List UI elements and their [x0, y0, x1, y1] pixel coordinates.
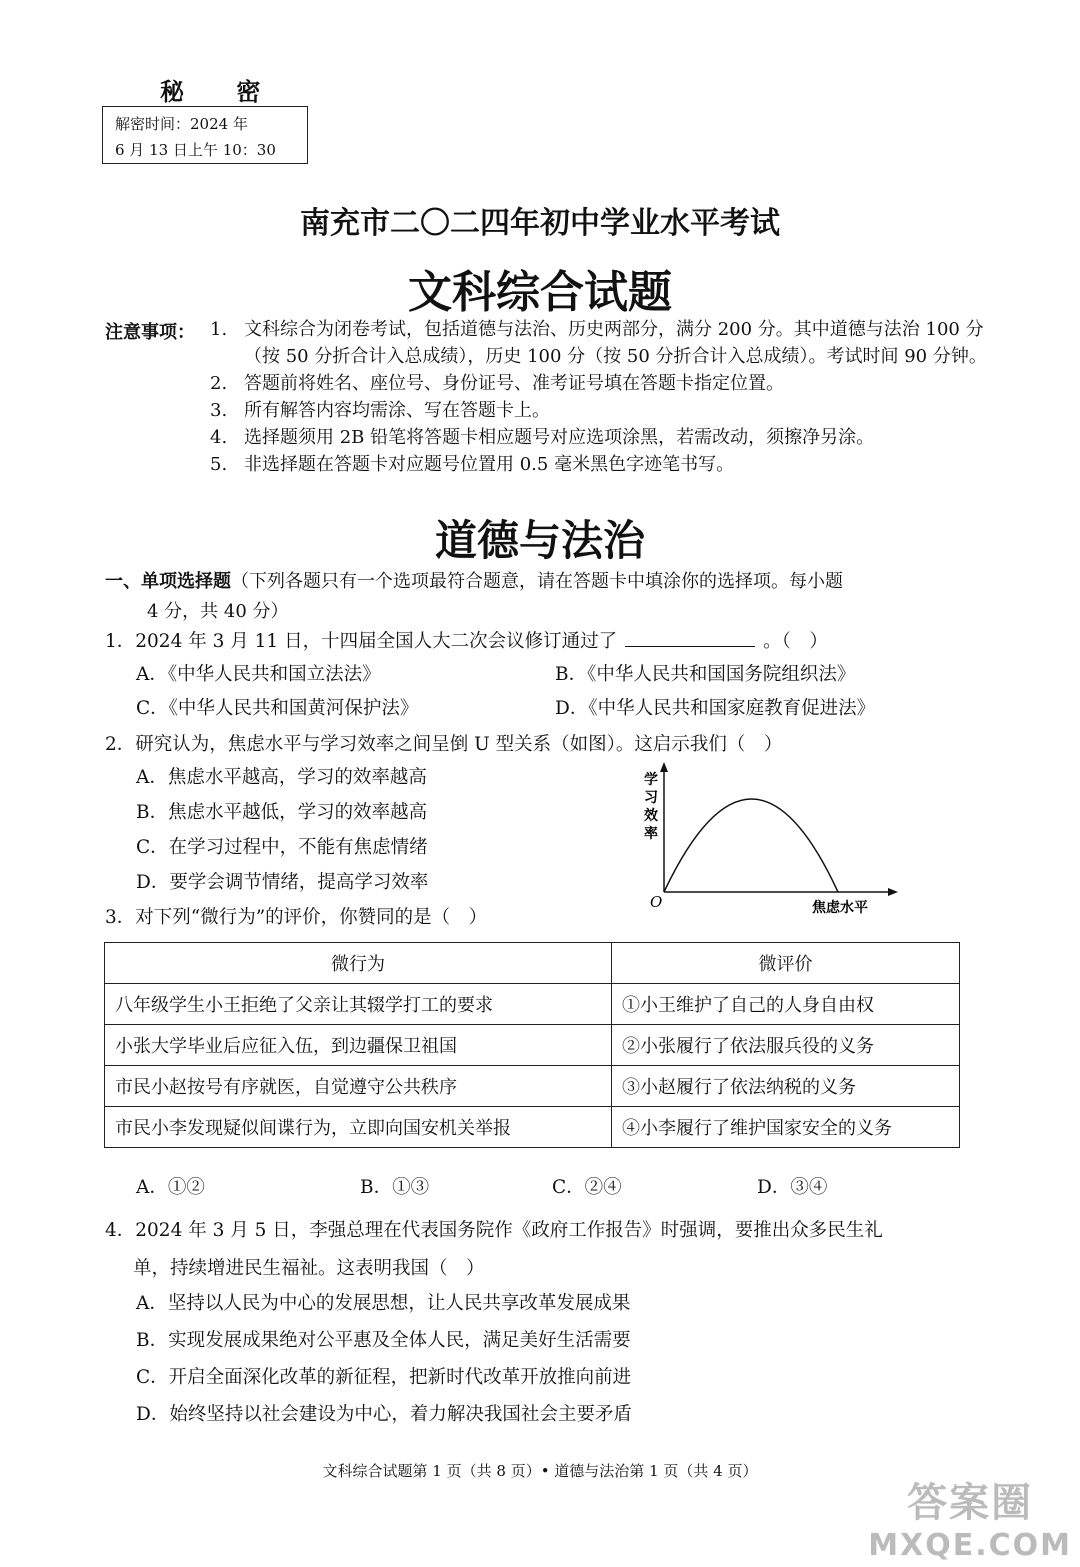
declassification-box: [102, 106, 308, 164]
table-row: [105, 1025, 960, 1066]
question-3-stem: 3．对下列“微行为”的评价，你赞同的是（ ）: [105, 907, 488, 928]
xlabel: 焦虑水平: [812, 900, 868, 916]
question-2-stem: 2．研究认为，焦虑水平与学习效率之间呈倒 U 型关系（如图）。这启示我们（ ）: [105, 734, 783, 755]
part-heading: [105, 567, 985, 627]
table-cell: ④小李履行了维护国家安全的义务: [612, 1107, 960, 1148]
micro-behavior-table: [104, 942, 960, 1148]
q1-option-b: B．《中华人民共和国国务院组织法》: [555, 664, 856, 685]
q3-option-c: C．②④: [552, 1177, 622, 1198]
q4-option-b: B．实现发展成果绝对公平惠及全体人民，满足美好生活需要: [136, 1330, 631, 1351]
origin-label: O: [650, 893, 663, 911]
q4-option-a: A．坚持以人民为中心的发展思想，让人民共享改革发展成果: [136, 1293, 631, 1314]
inverted-u-curve: [664, 799, 838, 892]
page-footer: 文科综合试题第 1 页（共 8 页）• 道德与法治第 1 页（共 4 页）: [322, 1462, 758, 1480]
q4-option-c: C．开启全面深化改革的新征程，把新时代改革开放推向前进: [136, 1367, 632, 1388]
q2-option-a: A．焦虑水平越高，学习的效率越高: [136, 767, 427, 788]
notice-item: 3. 所有解答内容均需涂、写在答题卡上。: [210, 400, 550, 421]
notice-item: 4. 选择题须用 2B 铅笔将答题卡相应题号对应选项涂黑，若需改动，须擦净另涂。: [210, 427, 875, 448]
table-header-row: [105, 943, 960, 984]
exam-title: 南充市二〇二四年初中学业水平考试: [300, 206, 780, 241]
table-cell: 市民小李发现疑似间谍行为，立即向国安机关举报: [105, 1107, 612, 1148]
ylabel-char: 习: [644, 790, 658, 806]
q4-option-d: D．始终坚持以社会建设为中心，着力解决我国社会主要矛盾: [136, 1404, 632, 1425]
table-row: [105, 1107, 960, 1148]
q2-option-b: B．焦虑水平越低，学习的效率越高: [136, 802, 428, 823]
part-desc: （下列各题只有一个选项最符合题意，请在答题卡中填涂你的选择项。每小题: [231, 571, 843, 592]
declass-line-2: 6 月 13 日上午 10：30: [115, 141, 276, 159]
q1-option-c: C．《中华人民共和国黄河保护法》: [136, 698, 419, 719]
table-cell: ①小王维护了自己的人身自由权: [612, 984, 960, 1025]
declass-line-1: 解密时间：2024 年: [115, 115, 248, 133]
y-axis-arrow: [660, 762, 668, 772]
part-label: 一、单项选择题: [105, 571, 231, 592]
table-cell: ③小赵履行了依法纳税的义务: [612, 1066, 960, 1107]
notice-label: 注意事项：: [105, 322, 195, 343]
table-cell: 市民小赵按号有序就医，自觉遵守公共秩序: [105, 1066, 612, 1107]
q2-option-c: C．在学习过程中，不能有焦虑情绪: [136, 837, 428, 858]
inverted-u-diagram: [640, 762, 900, 922]
table-cell: 小张大学毕业后应征入伍，到边疆保卫祖国: [105, 1025, 612, 1066]
question-4-stem: 4．2024 年 3 月 5 日，李强总理在代表国务院作《政府工作报告》时强调，要推出众多民生礼 单，持续增进民生福祉。这表明我国（ ）: [105, 1220, 883, 1279]
notice-item: 1. 文科综合为闭卷考试，包括道德与法治、历史两部分，满分 200 分。其中道德与法治 100 分（按 50 分折合计入总成绩），历史 100 分（按 50 分折合计入总成绩）。考试时间 90 分钟。: [210, 319, 987, 367]
table-row: [105, 984, 960, 1025]
exam-subtitle: 文科综合试题: [408, 267, 672, 318]
table-row: [105, 1066, 960, 1107]
q3-option-d: D．③④: [757, 1177, 828, 1198]
q3-option-b: B．①③: [360, 1177, 430, 1198]
ylabel-char: 效: [644, 808, 658, 824]
watermark-line-1: 答案圈: [907, 1480, 1034, 1526]
q1-option-d: D．《中华人民共和国家庭教育促进法》: [555, 698, 876, 719]
section-title: 道德与法治: [434, 516, 645, 565]
part-desc-2: 4 分，共 40 分）: [147, 601, 289, 622]
q3-option-a: A．①②: [136, 1177, 205, 1198]
answer-blank: [625, 628, 755, 647]
table-header: 微评价: [612, 943, 960, 984]
watermark-logo: [868, 1471, 1072, 1563]
table-cell: ②小张履行了依法服兵役的义务: [612, 1025, 960, 1066]
secret-label: 秘 密: [160, 77, 283, 106]
ylabel-char: 率: [644, 826, 658, 842]
question-1-stem: 1．2024 年 3 月 11 日，十四届全国人大二次会议修订通过了 。（ ）: [105, 627, 828, 657]
q1-option-a: A．《中华人民共和国立法法》: [136, 664, 381, 685]
x-axis-arrow: [888, 888, 898, 896]
notice-item: 5. 非选择题在答题卡对应题号位置用 0.5 毫米黑色字迹笔书写。: [210, 454, 735, 475]
q2-option-d: D．要学会调节情绪，提高学习效率: [136, 872, 429, 893]
table-cell: 八年级学生小王拒绝了父亲让其辍学打工的要求: [105, 984, 612, 1025]
ylabel-char: 学: [644, 772, 658, 788]
notice-item: 2. 答题前将姓名、座位号、身份证号、准考证号填在答题卡指定位置。: [210, 373, 784, 394]
table-header: 微行为: [105, 943, 612, 984]
notice-list: [210, 316, 990, 478]
watermark-line-2: MXQE.COM: [868, 1528, 1072, 1563]
